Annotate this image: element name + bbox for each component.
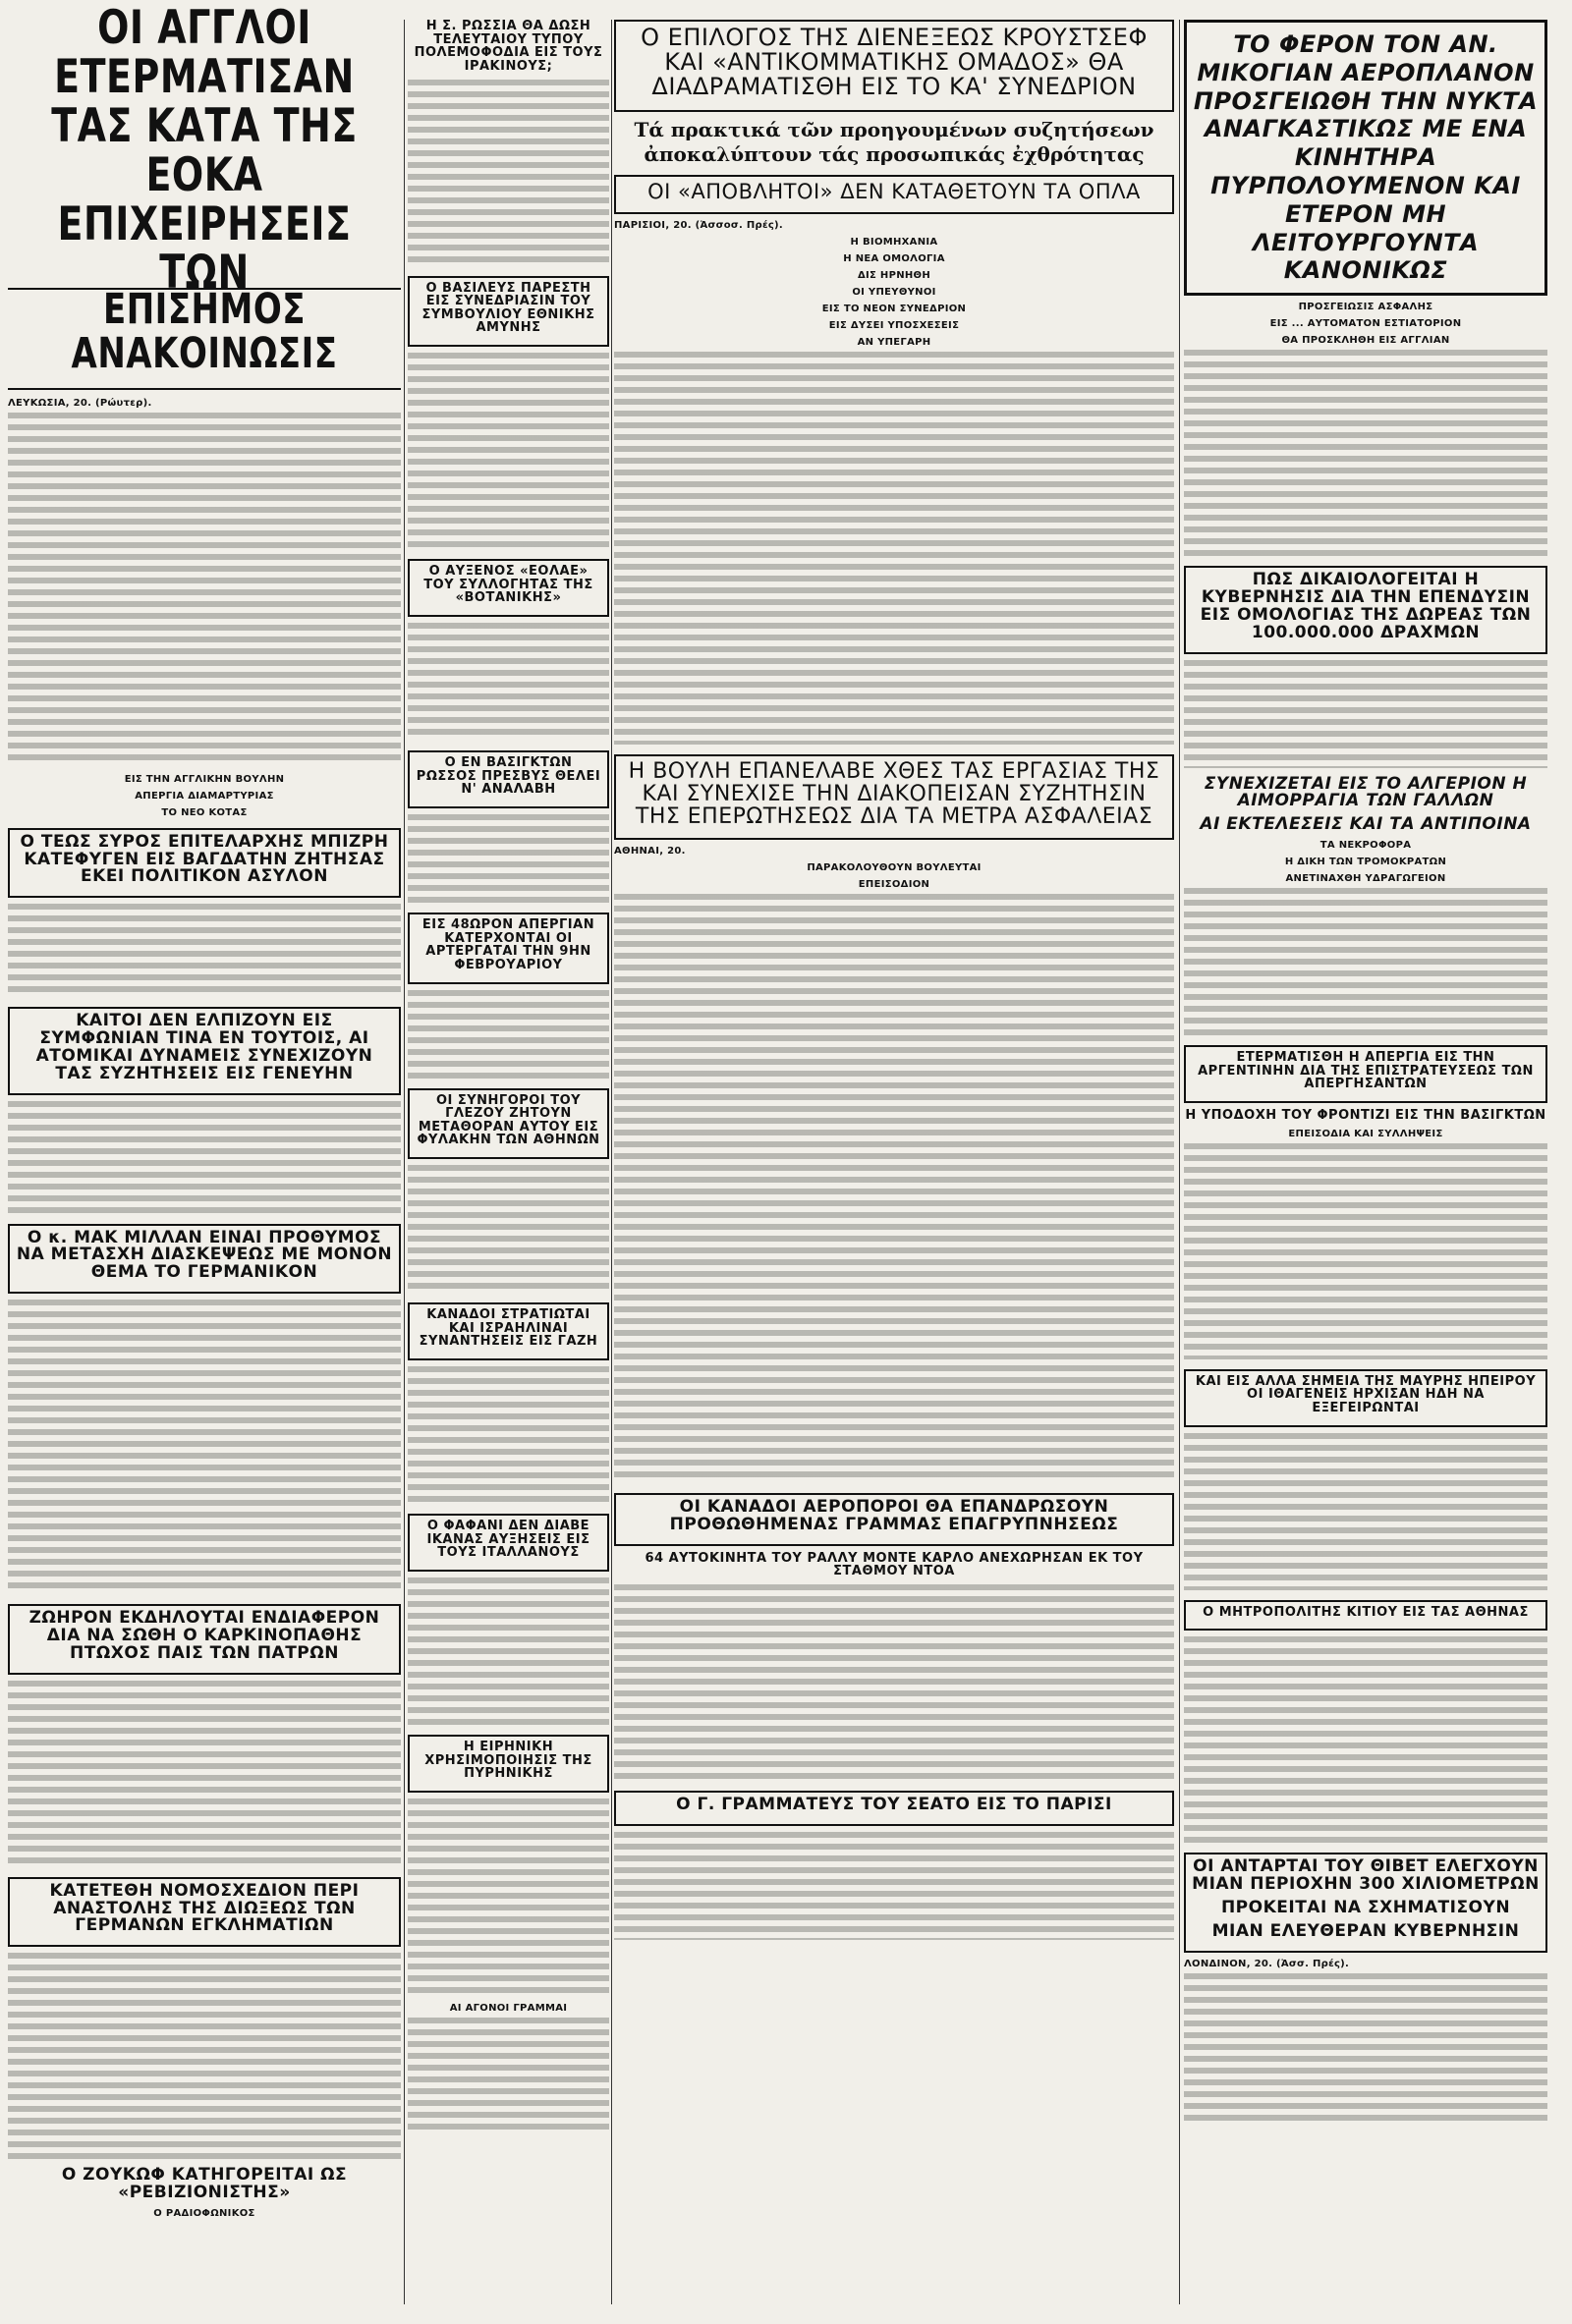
headline-box (408, 1514, 609, 1572)
headline: ΠΡΟΚΕΙΤΑΙ ΝΑ ΣΧΗΜΑΤΙΣΟΥΝ (1220, 1897, 1511, 1917)
subhead: ΕΠΕΙΣΟΔΙΑ ΚΑΙ ΣΥΛΛΗΨΕΙΣ (1288, 1128, 1443, 1139)
article-body (408, 353, 609, 549)
dateline: ΛΟΝΔΙΝΟΝ, 20. (Ἀσσ. Πρές). (1184, 1958, 1350, 1969)
headline-box (614, 1791, 1174, 1826)
headline: Ο Γ. ΓΡΑΜΜΑΤΕΥΣ ΤΟΥ ΣΕΑΤΟ ΕΙΣ ΤΟ ΠΑΡΙΣΙ (676, 1794, 1112, 1814)
column-2 (408, 20, 609, 2143)
headline: ΕΙΣ 48ΩΡΟΝ ΑΠΕΡΓΙΑΝ ΚΑΤΕΡΧΟΝΤΑΙ ΟΙ ΑΡΤΕΡΓΑΤΑΙ ΤΗΝ 9ΗΝ ΦΕΒΡΟΥΑΡΙΟΥ (421, 916, 595, 972)
article-body (408, 2018, 609, 2135)
headline: ΠΩΣ ΔΙΚΑΙΟΛΟΓΕΙΤΑΙ Η ΚΥΒΕΡΝΗΣΙΣ ΔΙΑ ΤΗΝ ΕΠΕΝΔΥΣΙΝ ΕΙΣ ΟΜΟΛΟΓΙΑΣ ΤΗΣ ΔΩΡΕΑΣ ΤΩΝ 100.000.000 ΔΡΑΧΜΩΝ (1200, 570, 1532, 642)
headline: Ο ΒΑΣΙΛΕΥΣ ΠΑΡΕΣΤΗ ΕΙΣ ΣΥΝΕΔΡΙΑΣΙΝ ΤΟΥ ΣΥΜΒΟΥΛΙΟΥ ΕΘΝΙΚΗΣ ΑΜΥΝΗΣ (421, 280, 595, 336)
headline-box (1184, 20, 1547, 296)
headline-box (408, 559, 609, 617)
headline: ΟΙ ΣΥΝΗΓΟΡΟΙ ΤΟΥ ΓΛΕΖΟΥ ΖΗΤΟΥΝ ΜΕΤΑΘΟΡΑΝ ΑΥΤΟΥ ΕΙΣ ΦΥΛΑΚΗΝ ΤΩΝ ΑΘΗΝΩΝ (417, 1092, 600, 1148)
subhead: ΕΙΣ ΔΥΣΕΙ ΥΠΟΣΧΕΣΕΙΣ (828, 319, 960, 331)
headline-box (408, 276, 609, 348)
subhead: ΟΙ ΥΠΕΥΘΥΝΟΙ (852, 286, 936, 298)
subhead: Ο ΡΑΔΙΟΦΩΝΙΚΟΣ (153, 2207, 255, 2219)
headline: ΚΑΙ ΕΙΣ ΑΛΛΑ ΣΗΜΕΙΑ ΤΗΣ ΜΑΥΡΗΣ ΗΠΕΙΡΟΥ ΟΙ ΙΘΑΓΕΝΕΙΣ ΗΡΧΙΣΑΝ ΗΔΗ ΝΑ ΕΞΕΓΕΙΡΩΝΤΑΙ (1195, 1373, 1537, 1415)
article-body (8, 1101, 401, 1214)
headline: ΚΑΙΤΟΙ ΔΕΝ ΕΛΠΙΖΟΥΝ ΕΙΣ ΣΥΜΦΩΝΙΑΝ ΤΙΝΑ ΕΝ ΤΟΥΤΟΙΣ, ΑΙ ΑΤΟΜΙΚΑΙ ΔΥΝΑΜΕΙΣ ΣΥΝΕΧΙΖΟΥΝ ΤΑΣ ΣΥΖΗΤΗΣΕΙΣ ΕΙΣ ΓΕΝΕΥΗΝ (35, 1011, 373, 1083)
article-body (8, 1681, 401, 1867)
column-rule (404, 20, 405, 2304)
headline: Ο ΖΟΥΚΩΦ ΚΑΤΗΓΟΡΕΙΤΑΙ ΩΣ «ΡΕΒΙΖΙΟΝΙΣΤΗΣ» (61, 2165, 348, 2203)
headline-box (8, 1877, 401, 1948)
headline-box (8, 828, 401, 899)
column-1 (8, 0, 401, 2223)
subhead: ΕΙΣ ... ΑΥΤΟΜΑΤΟΝ ΕΣΤΙΑΤΟΡΙΟΝ (1269, 318, 1462, 330)
headline: Η ΥΠΟΔΟΧΗ ΤΟΥ ΦΡΟΝΤΙΖΙ ΕΙΣ ΤΗΝ ΒΑΣΙΓΚΤΩΝ (1185, 1108, 1546, 1123)
article-body (1184, 350, 1547, 556)
subhead: ΤΑ ΝΕΚΡΟΦΟΡΑ (1319, 840, 1412, 852)
subhead: ΠΡΟΣΓΕΙΩΣΙΣ ΑΣΦΑΛΗΣ (1298, 302, 1433, 313)
headline: ΤΟ ΦΕΡΟΝ ΤΟΝ ΑΝ. ΜΙΚΟΓΙΑΝ ΑΕΡΟΠΛΑΝΟΝ ΠΡΟΣΓΕΙΩΘΗ ΤΗΝ ΝΥΚΤΑ ΑΝΑΓΚΑΣΤΙΚΩΣ ΜΕ ΕΝΑ ΚΙΝΗΤΗΡΑ ΠΥΡΠΟΛΟΥΜΕΝΟΝ ΚΑΙ ΕΤΕΡΟΝ ΜΗ ΛΕΙΤΟΥΡΓΟΥΝΤΑ ΚΑΝΟΝΙΚΩΣ (1193, 30, 1539, 285)
subhead: ΘΑ ΠΡΟΣΚΛΗΘΗ ΕΙΣ ΑΓΓΛΙΑΝ (1281, 335, 1450, 347)
headline: Ο ΤΕΩΣ ΣΥΡΟΣ ΕΠΙΤΕΛΑΡΧΗΣ ΜΠΙΖΡΗ ΚΑΤΕΦΥΓΕΝ ΕΙΣ ΒΑΓΔΑΤΗΝ ΖΗΤΗΣΑΣ ΕΚΕΙ ΠΟΛΙΤΙΚΟΝ ΑΣΥΛΟΝ (20, 831, 389, 887)
article-body (8, 413, 401, 766)
headline-box (1184, 566, 1547, 653)
article-body (408, 1165, 609, 1293)
headline: Η ΕΙΡΗΝΙΚΗ ΧΡΗΣΙΜΟΠΟΙΗΣΙΣ ΤΗΣ ΠΥΡΗΝΙΚΗΣ (424, 1739, 592, 1782)
subhead: ΑΠΕΡΓΙΑ ΔΙΑΜΑΡΤΥΡΙΑΣ (135, 790, 274, 802)
article-body (614, 894, 1174, 1483)
dateline: ΠΑΡΙΣΙΟΙ, 20. (Ἀσσοσ. Πρές). (614, 219, 784, 231)
headline-box (614, 20, 1174, 112)
headline-box (1184, 1600, 1547, 1632)
article-body (1184, 1636, 1547, 1843)
article-body (614, 352, 1174, 745)
article-body (1184, 1143, 1547, 1359)
headline-box (614, 754, 1174, 840)
subhead: Η ΔΙΚΗ ΤΩΝ ΤΡΟΜΟΚΡΑΤΩΝ (1284, 857, 1447, 868)
headline-box (614, 175, 1174, 214)
headline-box (408, 1088, 609, 1160)
headline: ΜΙΑΝ ΕΛΕΥΘΕΡΑΝ ΚΥΒΕΡΝΗΣΙΝ (1211, 1920, 1520, 1941)
article-body (408, 1577, 609, 1725)
headline: ΚΑΝΑΔΟΙ ΣΤΡΑΤΙΩΤΑΙ ΚΑΙ ΙΣΡΑΗΛΙΝΑΙ ΣΥΝΑΝΤΗΣΕΙΣ ΕΙΣ ΓΑΖΗ (419, 1307, 598, 1350)
article-body (614, 1832, 1174, 1940)
subhead: ΕΙΣ ΤΟ ΝΕΟΝ ΣΥΝΕΔΡΙΟΝ (821, 303, 967, 314)
article-body (408, 1798, 609, 1995)
headline: Ο ΕΠΙΛΟΓΟΣ ΤΗΣ ΔΙΕΝΕΞΕΩΣ ΚΡΟΥΣΤΣΕΦ ΚΑΙ «ΑΝΤΙΚΟΜΜΑΤΙΚΗΣ ΟΜΑΔΟΣ» ΘΑ ΔΙΑΔΡΑΜΑΤΙΣΘΗ ΕΙΣ ΤΟ ΚΑ' ΣΥΝΕΔΡΙΟΝ (641, 24, 1148, 101)
headline-box (8, 1604, 401, 1675)
headline: ΟΙ «ΑΠΟΒΛΗΤΟΙ» ΔΕΝ ΚΑΤΑΘΕΤΟΥΝ ΤΑ ΟΠΛΑ (647, 179, 1141, 203)
article-body (408, 623, 609, 741)
headline-box (1184, 1369, 1547, 1427)
dateline: ΑΘΗΝΑΙ, 20. (614, 845, 686, 857)
article-body (1184, 1433, 1547, 1590)
headline: Ο κ. ΜΑΚ ΜΙΛΛΑΝ ΕΙΝΑΙ ΠΡΟΘΥΜΟΣ ΝΑ ΜΕΤΑΣΧΗ ΔΙΑΣΚΕΨΕΩΣ ΜΕ ΜΟΝΟΝ ΘΕΜΑ ΤΟ ΓΕΡΜΑΝΙΚΟΝ (16, 1227, 393, 1283)
article-body (408, 80, 609, 266)
subhead: ΔΙΣ ΗΡΝΗΘΗ (857, 269, 931, 281)
headline: Η Σ. ΡΩΣΣΙΑ ΘΑ ΔΩΣΗ ΤΕΛΕΥΤΑΙΟΥ ΤΥΠΟΥ ΠΟΛΕΜΟΦΟΔΙΑ ΕΙΣ ΤΟΥΣ ΙΡΑΚΙΝΟΥΣ; (414, 19, 603, 74)
headline: Η ΒΟΥΛΗ ΕΠΑΝΕΛΑΒΕ ΧΘΕΣ ΤΑΣ ΕΡΓΑΣΙΑΣ ΤΗΣ ΚΑΙ ΣΥΝΕΧΙΣΕ ΤΗΝ ΔΙΑΚΟΠΕΙΣΑΝ ΣΥΖΗΤΗΣΙΝ ΤΗΣ ΕΠΕΡΩΤΗΣΕΩΣ ΔΙΑ ΤΑ ΜΕΤΡΑ ΑΣΦΑΛΕΙΑΣ (628, 758, 1160, 829)
subhead: ΑΝ ΥΠΕΓΑΡΗ (857, 336, 931, 348)
headline-box (408, 1302, 609, 1360)
article-body (408, 990, 609, 1079)
subheadline: Τά πρακτικά τῶν προηγουμένων συζητήσεων ἀποκαλύπτουν τάς προσωπικάς ἐχθρότητας (634, 117, 1154, 166)
dateline: ΛΕΥΚΩΣΙΑ, 20. (Ρώυτερ). (8, 397, 152, 409)
article-body (8, 1953, 401, 2159)
headline: ΟΙ ΑΝΤΑΡΤΑΙ ΤΟΥ ΘΙΒΕΤ ΕΛΕΓΧΟΥΝ ΜΙΑΝ ΠΕΡΙΟΧΗΝ 300 ΧΙΛΙΟΜΕΤΡΩΝ (1192, 1856, 1540, 1895)
article-body (1184, 888, 1547, 1035)
headline: ΣΥΝΕΧΙΖΕΤΑΙ ΕΙΣ ΤΟ ΑΛΓΕΡΙΟΝ Η ΑΙΜΟΡΡΑΓΙΑ ΤΩΝ ΓΑΛΛΩΝ (1204, 773, 1528, 811)
article-body (614, 1584, 1174, 1781)
headline: ΑΙ ΕΚΤΕΛΕΣΕΙΣ ΚΑΙ ΤΑ ΑΝΤΙΠΟΙΝΑ (1200, 814, 1532, 835)
headline-box (8, 1224, 401, 1295)
headline-box (408, 1735, 609, 1793)
subhead: Η ΒΙΟΜΗΧΑΝΙΑ (850, 236, 938, 248)
subhead: Η ΝΕΑ ΟΜΟΛΟΓΙΑ (843, 252, 945, 264)
divider (8, 388, 401, 390)
article-body (1184, 660, 1547, 768)
headline: Ο ΑΥΞΕΝΟΣ «ΕΟΛΑΕ» ΤΟΥ ΣΥΛΛΟΓΗΤΑΣ ΤΗΣ «ΒΟΤΑΝΙΚΗΣ» (423, 564, 593, 606)
headline: Ο ΜΗΤΡΟΠΟΛΙΤΗΣ ΚΙΤΙΟΥ ΕΙΣ ΤΑΣ ΑΘΗΝΑΣ (1203, 1604, 1529, 1620)
headline: ΟΙ ΚΑΝΑΔΟΙ ΑΕΡΟΠΟΡΟΙ ΘΑ ΕΠΑΝΔΡΩΣΟΥΝ ΠΡΟΘΩΘΗΜΕΝΑΣ ΓΡΑΜΜΑΣ ΕΠΑΓΡΥΠΝΗΣΕΩΣ (669, 1496, 1119, 1534)
headline: ΕΤΕΡΜΑΤΙΣΘΗ Η ΑΠΕΡΓΙΑ ΕΙΣ ΤΗΝ ΑΡΓΕΝΤΙΝΗΝ ΔΙΑ ΤΗΣ ΕΠΙΣΤΡΑΤΕΥΣΕΩΣ ΤΩΝ ΑΠΕΡΓΗΣΑΝΤΩΝ (1198, 1050, 1534, 1092)
headline-box (1184, 1853, 1547, 1952)
article-body (8, 1300, 401, 1594)
headline-box (8, 1007, 401, 1094)
lead-headline: ΟΙ ΑΓΓΛΟΙ ΕΤΕΡΜΑΤΙΣΑΝ ΤΑΣ ΚΑΤΑ ΤΗΣ ΕΟΚΑ ΕΠΙΧΕΙΡΗΣΕΙΣ ΤΩΝ (51, 0, 358, 300)
subhead: ΠΑΡΑΚΟΛΟΥΘΟΥΝ ΒΟΥΛΕΥΤΑΙ (807, 861, 982, 873)
article-body (8, 904, 401, 997)
headline-box (408, 913, 609, 984)
headline: ΚΑΤΕΤΕΘΗ ΝΟΜΟΣΧΕΔΙΟΝ ΠΕΡΙ ΑΝΑΣΤΟΛΗΣ ΤΗΣ ΔΙΩΞΕΩΣ ΤΩΝ ΓΕΡΜΑΝΩΝ ΕΓΚΛΗΜΑΤΙΩΝ (49, 1880, 360, 1936)
column-4 (1184, 20, 1547, 2129)
headline-box (408, 750, 609, 808)
headline: 64 ΑΥΤΟΚΙΝΗΤΑ ΤΟΥ ΡΑΛΛΥ ΜΟΝΤΕ ΚΑΡΛΟ ΑΝΕΧΩΡΗΣΑΝ ΕΚ ΤΟΥ ΣΤΑΘΜΟΥ ΝΤΟΑ (645, 1550, 1144, 1579)
subhead: ΤΟ ΝΕΟ ΚΟΤΑΣ (161, 806, 248, 818)
lead-headline-2: ΕΠΙΣΗΜΟΣ ΑΝΑΚΟΙΝΩΣΙΣ (71, 285, 338, 379)
article-body (408, 1366, 609, 1504)
column-rule (611, 20, 612, 2304)
subhead: ΕΠΕΙΣΟΔΙΟΝ (858, 878, 930, 890)
column-rule (1179, 20, 1180, 2304)
headline: Ο ΕΝ ΒΑΣΙΓΚΤΩΝ ΡΩΣΣΟΣ ΠΡΕΣΒΥΣ ΘΕΛΕΙ Ν' ΑΝΑΛΑΒΗ (416, 755, 601, 798)
article-body (1184, 1973, 1547, 2121)
column-3 (614, 20, 1174, 1948)
subhead: ΑΙ ΑΓΟΝΟΙ ΓΡΑΜΜΑΙ (449, 2002, 568, 2014)
article-body (408, 814, 609, 903)
subhead: ΑΝΕΤΙΝΑΧΘΗ ΥΔΡΑΓΩΓΕΙΟΝ (1285, 873, 1446, 885)
subhead: ΕΙΣ ΤΗΝ ΑΓΓΛΙΚΗΝ ΒΟΥΛΗΝ (124, 773, 285, 785)
headline-box (1184, 1045, 1547, 1103)
headline: Ο ΦΑΦΑΝΙ ΔΕΝ ΔΙΑΒΕ ΙΚΑΝΑΣ ΑΥΞΗΣΕΙΣ ΕΙΣ ΤΟΥΣ ΙΤΑΛΛΑΝΟΥΣ (426, 1519, 590, 1561)
headline: ΖΩΗΡΟΝ ΕΚΔΗΛΟΥΤΑΙ ΕΝΔΙΑΦΕΡΟΝ ΔΙΑ ΝΑ ΣΩΘΗ Ο ΚΑΡΚΙΝΟΠΑΘΗΣ ΠΤΩΧΟΣ ΠΑΙΣ ΤΩΝ ΠΑΤΡΩΝ (28, 1608, 380, 1663)
headline-box (614, 1493, 1174, 1546)
